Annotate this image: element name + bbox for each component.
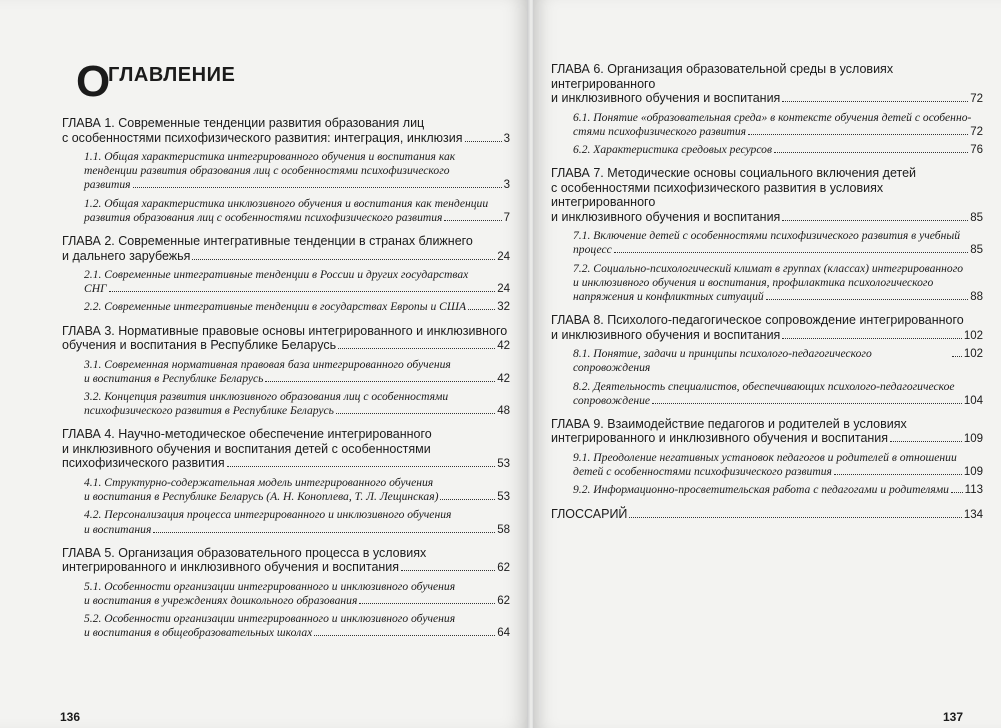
leader-dots <box>652 403 962 404</box>
toc-chapter-heading[interactable] <box>62 427 510 472</box>
toc-entry-text: ГЛАВА 7. Методические основы социального включения детей <box>551 166 917 181</box>
toc-page-number: 42 <box>497 372 510 385</box>
toc-chapter-heading[interactable] <box>62 324 510 354</box>
leader-dots <box>465 141 502 142</box>
toc-entry-text: 9.2. Информационно-просветительская работа с педагогами и родителями <box>573 483 949 497</box>
toc-page-number: 85 <box>970 244 983 257</box>
toc-section-entry[interactable] <box>84 476 510 504</box>
toc-page-number: 76 <box>970 143 983 156</box>
toc-entry-text: ГЛАВА 5. Организация образовательного процесса в условиях <box>62 545 427 560</box>
toc-section-entry[interactable] <box>84 580 510 608</box>
toc-page-number: 88 <box>970 290 983 303</box>
leader-dots <box>359 603 495 604</box>
toc-page-number: 48 <box>497 405 510 418</box>
toc-chapter-heading[interactable] <box>551 166 983 225</box>
leader-dots <box>133 187 502 188</box>
toc-section-entry[interactable] <box>573 451 983 479</box>
toc-page-number: 72 <box>970 93 983 105</box>
toc-entry-text: ГЛАВА 2. Современные интегративные тенденции в странах ближнего <box>62 234 473 249</box>
toc-page-number: 102 <box>963 329 983 342</box>
page-number-left: 136 <box>60 710 81 724</box>
toc-page-number: 24 <box>497 283 510 296</box>
toc-entry-text: 8.2. Деятельность специалистов, обеспечивающих психолого-педагогическое <box>573 379 955 393</box>
toc-page-number: 72 <box>970 125 983 138</box>
toc-page-number: 24 <box>497 250 510 263</box>
toc-entry-text: и инклюзивного обучения и воспитания <box>551 327 781 342</box>
toc-section-entry[interactable] <box>84 300 510 314</box>
leader-dots <box>440 499 495 500</box>
leader-dots <box>766 299 969 300</box>
toc-entry-text: и воспитания в учреждениях дошкольного образования <box>84 593 358 607</box>
toc-entry-text: и инклюзивного обучения и воспитания <box>551 209 781 224</box>
toc-chapter <box>62 116 510 225</box>
leader-dots <box>336 413 495 414</box>
toc-page-number: 113 <box>964 484 983 497</box>
toc-entry-text: 8.1. Понятие, задачи и принципы психолого-педагогического сопровождения <box>573 347 872 375</box>
toc-chapter <box>551 313 983 408</box>
toc-entry-text: процесс <box>573 243 612 257</box>
leader-dots <box>444 220 501 221</box>
toc-entry-text: развития образования лиц с особенностями психофизического развития <box>84 210 443 224</box>
toc-section-entry[interactable] <box>84 508 510 536</box>
toc-entry-text: 7.2. Социально-психологический климат в группах (классах) интегрированного <box>573 261 964 275</box>
toc-entry-text: и инклюзивного обучения и воспитания, профилактика психологического <box>573 275 934 289</box>
page-number-right: 137 <box>942 710 963 724</box>
leader-dots <box>890 441 962 442</box>
toc-page-number: 109 <box>963 433 983 446</box>
toc-title-initial: О <box>76 57 111 106</box>
toc-entry-text: 9.1. Преодоление негативных установок педагогов и родителей в отношении <box>573 450 957 464</box>
right-page <box>533 0 1001 728</box>
toc-entry-text: обучения и воспитания в Республике Беларусь <box>62 338 337 353</box>
toc-entry-text: 5.2. Особенности организации интегрированного и инклюзивного обучения <box>84 612 456 626</box>
toc-entry-text: 3.1. Современная нормативная правовая база интегрированного обучения <box>84 357 451 371</box>
toc-entry-text: ГЛАВА 8. Психолого-педагогическое сопровождение интегрированного <box>551 313 964 328</box>
toc-page-number: 62 <box>497 594 510 607</box>
toc-page-number: 7 <box>503 211 510 224</box>
right-toc-list <box>551 62 983 498</box>
toc-entry-text: 5.1. Особенности организации интегрированного и инклюзивного обучения <box>84 579 456 593</box>
toc-chapter <box>62 427 510 536</box>
toc-chapter <box>551 166 983 304</box>
toc-chapter-heading[interactable] <box>62 234 510 264</box>
toc-section-entry[interactable] <box>573 143 983 157</box>
toc-entry-text: 6.1. Понятие «образовательная среда» в контексте обучения детей с особенно- <box>573 110 972 124</box>
toc-page-number: 64 <box>497 627 510 640</box>
toc-page-number: 3 <box>503 132 510 145</box>
toc-section-entry[interactable] <box>84 390 510 418</box>
toc-section-entry[interactable] <box>573 483 983 497</box>
toc-chapter <box>62 234 510 315</box>
leader-dots <box>952 356 962 357</box>
leader-dots <box>265 381 495 382</box>
leader-dots <box>774 152 968 153</box>
toc-entry-text: детей с особенностями психофизического развития <box>573 465 832 479</box>
toc-chapter <box>551 417 983 498</box>
glossary-label: ГЛОССАРИЙ <box>551 506 628 521</box>
toc-title-rest: ГЛАВЛЕНИЕ <box>108 64 236 86</box>
toc-entry-text: с особенностями психофизического развития в условиях интегрированного <box>551 180 884 210</box>
toc-entry-text: с особенностями психофизического развития: интеграция, инклюзия <box>62 130 463 145</box>
toc-page-number: 53 <box>497 491 510 504</box>
toc-entry-text: сопровождение <box>573 393 651 407</box>
toc-page-number: 3 <box>503 179 510 192</box>
toc-entry-text: 2.2. Современные интегративные тенденции в государствах Европы и США <box>84 300 467 314</box>
toc-section-entry[interactable] <box>573 380 983 408</box>
toc-entry-text: и воспитания в Республике Беларусь (А. Н. Коноплева, Т. Л. Лещинская) <box>84 490 439 504</box>
leader-dots <box>782 220 968 221</box>
glossary-page: 134 <box>963 508 983 521</box>
leader-dots <box>782 101 968 102</box>
toc-page-number: 104 <box>963 394 983 407</box>
toc-page-number: 58 <box>497 523 510 536</box>
leader-dots <box>153 532 495 533</box>
toc-chapter-heading[interactable] <box>551 62 983 107</box>
toc-entry-text: ГЛАВА 3. Нормативные правовые основы интегрированного и инклюзивного <box>62 323 508 338</box>
toc-entry-text: напряжения и конфликтных ситуаций <box>573 289 764 303</box>
toc-section-entry[interactable] <box>573 111 983 139</box>
toc-section-entry[interactable] <box>573 347 983 375</box>
toc-chapter-heading[interactable] <box>62 116 510 146</box>
toc-section-entry[interactable] <box>573 229 983 257</box>
toc-entry-text: 3.2. Концепция развития инклюзивного образования лиц с особенностями <box>84 390 449 404</box>
toc-entry-text: и инклюзивного обучения и воспитания <box>551 91 781 105</box>
toc-entry-text: 6.2. Характеристика средовых ресурсов <box>573 142 773 156</box>
leader-dots <box>314 635 495 636</box>
toc-chapter-heading[interactable] <box>62 546 510 576</box>
toc-entry-text: и дальнего зарубежья <box>62 248 191 263</box>
toc-entry-text: 4.1. Структурно-содержательная модель интегрированного обучения <box>84 475 434 489</box>
leader-dots <box>951 492 963 493</box>
toc-page-number: 42 <box>497 340 510 353</box>
toc-entry-text: ГЛАВА 6. Организация образовательной среды в условиях интегрированного <box>551 62 894 91</box>
toc-entry-text: 7.1. Включение детей с особенностями психофизического развития в учебный <box>573 229 960 243</box>
toc-entry-text: 1.2. Общая характеристика инклюзивного обучения и воспитания как тенденции <box>84 196 489 210</box>
toc-entry-text: и воспитания в общеобразовательных школах <box>84 626 313 640</box>
leader-dots <box>748 134 968 135</box>
toc-section-entry[interactable] <box>84 150 510 193</box>
toc-entry-text: 2.1. Современные интегративные тенденции в России и других государствах <box>84 268 469 282</box>
toc-entry-text: и инклюзивного обучения и воспитания детей с особенностями <box>62 441 431 456</box>
toc-section-entry[interactable] <box>84 197 510 225</box>
toc-section-entry[interactable] <box>573 262 983 305</box>
toc-entry-text: 4.2. Персонализация процесса интегрированного и инклюзивного обучения <box>84 508 452 522</box>
leader-dots <box>834 474 962 475</box>
toc-page-number: 53 <box>497 458 510 471</box>
toc-entry-text: ГЛАВА 1. Современные тенденции развития образования лиц <box>62 116 425 130</box>
toc-page-number: 32 <box>497 301 510 314</box>
toc-entry-text: и воспитания <box>84 522 152 536</box>
toc-chapter-heading[interactable] <box>551 417 983 447</box>
toc-section-entry[interactable] <box>84 612 510 640</box>
toc-entry-text: развития <box>84 178 131 192</box>
toc-glossary-entry[interactable] <box>551 507 983 521</box>
leader-dots <box>782 338 961 339</box>
toc-chapter-heading[interactable] <box>551 313 983 343</box>
toc-entry-text: психофизического развития в Республике Беларусь <box>84 404 334 418</box>
toc-entry-text: стями психофизического развития <box>573 124 747 138</box>
toc-page-number: 102 <box>963 348 983 361</box>
toc-entry-text: 1.1. Общая характеристика интегрированного обучения и воспитания как <box>84 150 456 163</box>
toc-chapter <box>62 546 510 641</box>
toc-entry-text: ГЛАВА 4. Научно-методическое обеспечение интегрированного <box>62 427 432 442</box>
leader-dots <box>629 517 961 518</box>
toc-section-entry[interactable] <box>84 358 510 386</box>
leader-dots <box>338 348 495 349</box>
toc-page-number: 85 <box>970 211 983 224</box>
toc-entry-text: тенденции развития образования лиц с особенностями психофизического <box>84 164 450 178</box>
leader-dots <box>468 309 495 310</box>
leader-dots <box>109 291 496 292</box>
leader-dots <box>227 466 496 467</box>
toc-title <box>76 57 510 106</box>
leader-dots <box>401 570 495 571</box>
toc-section-entry[interactable] <box>84 268 510 296</box>
toc-entry-text: и воспитания в Республике Беларусь <box>84 371 264 385</box>
toc-entry-text: интегрированного и инклюзивного обучения и воспитания <box>62 560 400 575</box>
toc-entry-text: интегрированного и инклюзивного обучения и воспитания <box>551 431 889 446</box>
toc-entry-text: психофизического развития <box>62 456 225 471</box>
toc-entry-text: ГЛАВА 9. Взаимодействие педагогов и родителей в условиях <box>551 416 907 431</box>
toc-entry-text: СНГ <box>84 282 107 296</box>
leader-dots <box>192 259 495 260</box>
leader-dots <box>614 252 968 253</box>
left-toc-list <box>62 116 510 641</box>
toc-page-number: 62 <box>497 562 510 575</box>
toc-chapter <box>551 62 983 157</box>
toc-page-number: 109 <box>963 466 983 479</box>
toc-chapter <box>62 324 510 419</box>
